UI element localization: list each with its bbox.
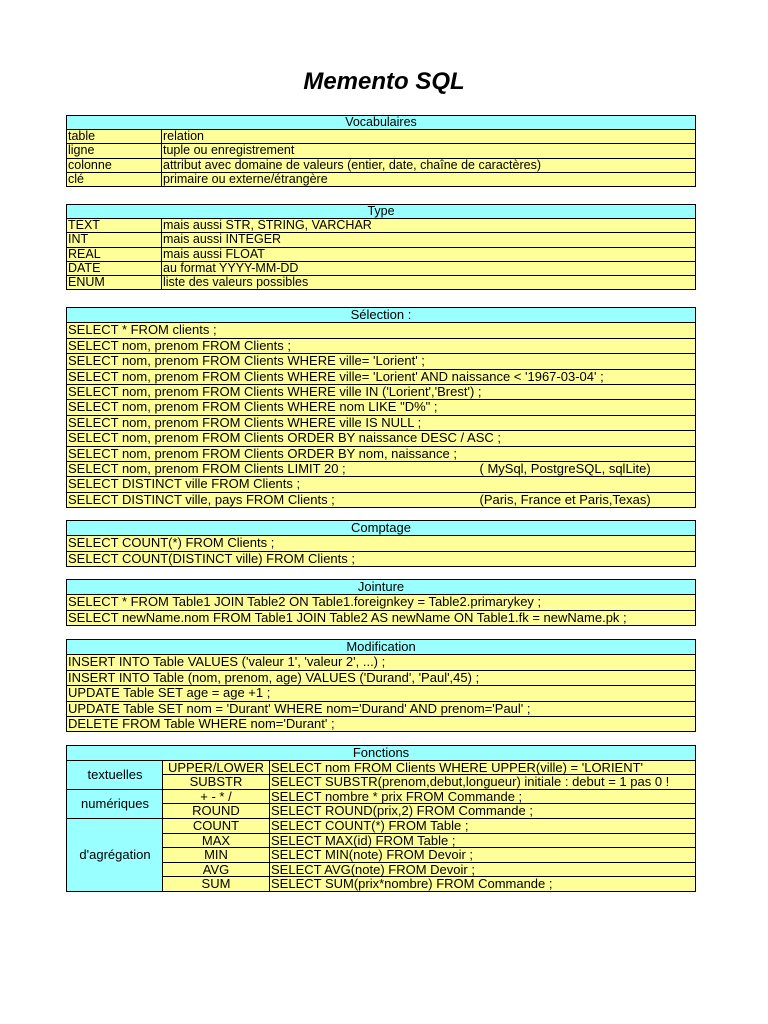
term: ENUM: [67, 276, 162, 290]
table-row: [67, 323, 696, 338]
table-row: [67, 400, 696, 415]
sql-statement: SELECT * FROM clients ;: [67, 323, 696, 338]
selection-table: [66, 307, 696, 508]
description: primaire ou externe/étrangère: [162, 172, 696, 186]
table-row: [67, 789, 696, 804]
sql-statement: SELECT newName.nom FROM Table1 JOIN Table2 AS newName ON Table1.fk = newName.pk ;: [67, 610, 696, 625]
function-name: + - * /: [163, 789, 270, 804]
sql-statement: SELECT nom, prenom FROM Clients ;: [67, 338, 696, 353]
table-row: [67, 261, 696, 275]
sql-statement: DELETE FROM Table WHERE nom='Durant' ;: [67, 717, 696, 732]
sql-statement: SELECT nombre * prix FROM Commande ;: [270, 789, 696, 804]
modification-header: Modification: [67, 640, 696, 655]
function-name: MAX: [163, 833, 270, 848]
sql-statement: SELECT AVG(note) FROM Devoir ;: [270, 862, 696, 877]
sql-statement: SELECT nom, prenom FROM Clients WHERE nom LIKE "D%" ;: [67, 400, 696, 415]
term: colonne: [67, 158, 162, 172]
table-row: [67, 760, 696, 775]
table-row: [67, 670, 696, 685]
table-row: [67, 172, 696, 186]
table-row: [67, 247, 696, 261]
selection-header: Sélection :: [67, 308, 696, 323]
comptage-header: Comptage: [67, 521, 696, 536]
sql-statement: SELECT nom, prenom FROM Clients ORDER BY nom, naissance ;: [67, 446, 696, 461]
sql-statement: SELECT nom, prenom FROM Clients WHERE ville IN ('Lorient','Brest') ;: [67, 385, 696, 400]
sql-statement: SELECT COUNT(*) FROM Clients ;: [67, 536, 696, 551]
sql-statement: SELECT nom, prenom FROM Clients LIMIT 20 ;: [67, 462, 479, 477]
description: relation: [162, 130, 696, 144]
table-row: [67, 551, 696, 566]
table-row: [67, 818, 696, 833]
sql-statement: SELECT COUNT(*) FROM Table ;: [270, 818, 696, 833]
table-row: [67, 158, 696, 172]
sql-statement: SELECT * FROM Table1 JOIN Table2 ON Table1.foreignkey = Table2.primarykey ;: [67, 595, 696, 610]
vocabulaires-table: [66, 115, 696, 187]
table-row: [67, 354, 696, 369]
sql-statement: SELECT nom, prenom FROM Clients WHERE ville= 'Lorient' AND naissance < '1967-03-04' ;: [67, 369, 696, 384]
sql-statement: SELECT ROUND(prix,2) FROM Commande ;: [270, 804, 696, 819]
table-row: [67, 701, 696, 716]
sql-statement: SELECT DISTINCT ville, pays FROM Clients ;: [67, 492, 479, 507]
table-row: [67, 276, 696, 290]
sql-statement: SELECT nom, prenom FROM Clients WHERE ville= 'Lorient' ;: [67, 354, 696, 369]
term: clé: [67, 172, 162, 186]
table-row: [67, 385, 696, 400]
sql-statement: SELECT nom, prenom FROM Clients ORDER BY naissance DESC / ASC ;: [67, 431, 696, 446]
sql-statement: SELECT COUNT(DISTINCT ville) FROM Clients ;: [67, 551, 696, 566]
table-row: [67, 338, 696, 353]
function-name: AVG: [163, 862, 270, 877]
function-name: ROUND: [163, 804, 270, 819]
table-row: [67, 415, 696, 430]
description: tuple ou enregistrement: [162, 144, 696, 158]
description: liste des valeurs possibles: [162, 276, 696, 290]
table-row: [67, 462, 696, 477]
table-row: [67, 717, 696, 732]
term: REAL: [67, 247, 162, 261]
table-row: [67, 369, 696, 384]
fonctions-header: Fonctions: [67, 746, 696, 761]
group-label: textuelles: [67, 760, 163, 789]
table-row: [67, 595, 696, 610]
term: DATE: [67, 261, 162, 275]
table-row: [67, 536, 696, 551]
table-row: [67, 130, 696, 144]
sql-statement: SELECT MIN(note) FROM Devoir ;: [270, 848, 696, 863]
sql-statement: SELECT DISTINCT ville FROM Clients ;: [67, 477, 696, 492]
table-row: [67, 686, 696, 701]
sql-note: ( MySql, PostgreSQL, sqlLite): [479, 462, 696, 477]
description: mais aussi FLOAT: [162, 247, 696, 261]
sql-statement: UPDATE Table SET age = age +1 ;: [67, 686, 696, 701]
group-label: numériques: [67, 789, 163, 818]
function-name: COUNT: [163, 818, 270, 833]
page-title: Memento SQL: [303, 68, 465, 95]
sql-statement: SELECT SUBSTR(prenom,debut,longueur) initiale : debut = 1 pas 0 !: [270, 775, 696, 790]
fonctions-table: [66, 745, 696, 892]
jointure-header: Jointure: [67, 580, 696, 595]
function-name: SUBSTR: [163, 775, 270, 790]
term: ligne: [67, 144, 162, 158]
jointure-table: [66, 579, 696, 626]
sql-statement: SELECT nom, prenom FROM Clients WHERE ville IS NULL ;: [67, 415, 696, 430]
sql-statement: UPDATE Table SET nom = 'Durant' WHERE nom='Durand' AND prenom='Paul' ;: [67, 701, 696, 716]
sql-statement: INSERT INTO Table (nom, prenom, age) VALUES ('Durand', 'Paul',45) ;: [67, 670, 696, 685]
description: mais aussi STR, STRING, VARCHAR: [162, 219, 696, 233]
sql-statement: SELECT nom FROM Clients WHERE UPPER(ville) = 'LORIENT': [270, 760, 696, 775]
table-row: [67, 431, 696, 446]
function-name: SUM: [163, 877, 270, 892]
description: mais aussi INTEGER: [162, 233, 696, 247]
table-row: [67, 610, 696, 625]
description: au format YYYY-MM-DD: [162, 261, 696, 275]
term: table: [67, 130, 162, 144]
modification-table: [66, 639, 696, 732]
type-header: Type: [67, 205, 696, 219]
type-table: [66, 204, 696, 290]
term: TEXT: [67, 219, 162, 233]
term: INT: [67, 233, 162, 247]
function-name: UPPER/LOWER: [163, 760, 270, 775]
table-row: [67, 477, 696, 492]
function-name: MIN: [163, 848, 270, 863]
sql-statement: SELECT SUM(prix*nombre) FROM Commande ;: [270, 877, 696, 892]
description: attribut avec domaine de valeurs (entier, date, chaîne de caractères): [162, 158, 696, 172]
table-row: [67, 144, 696, 158]
table-row: [67, 655, 696, 670]
group-label: d'agrégation: [67, 818, 163, 891]
comptage-table: [66, 520, 696, 567]
sql-statement: INSERT INTO Table VALUES ('valeur 1', 'valeur 2', ...) ;: [67, 655, 696, 670]
table-row: [67, 446, 696, 461]
sql-statement: SELECT MAX(id) FROM Table ;: [270, 833, 696, 848]
table-row: [67, 219, 696, 233]
vocabulaires-header: Vocabulaires: [67, 116, 696, 130]
sql-note: (Paris, France et Paris,Texas): [479, 492, 696, 507]
table-row: [67, 233, 696, 247]
table-row: [67, 492, 696, 507]
